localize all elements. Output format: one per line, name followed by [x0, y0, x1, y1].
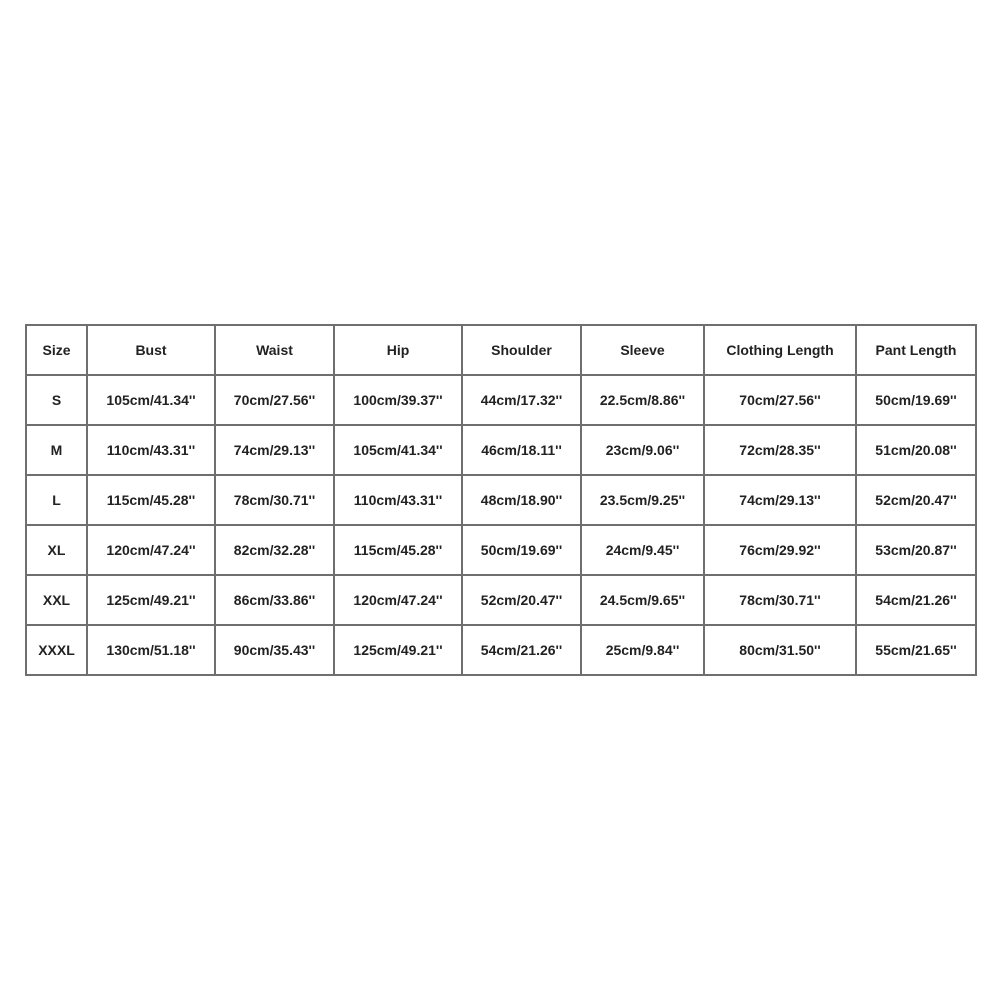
shoulder-cell: 52cm/20.47'' [462, 575, 581, 625]
table-row [26, 375, 976, 425]
size-cell: XXL [26, 575, 87, 625]
bust-cell: 110cm/43.31'' [87, 425, 215, 475]
pant-length-cell: 50cm/19.69'' [856, 375, 976, 425]
table-row [26, 425, 976, 475]
bust-cell: 115cm/45.28'' [87, 475, 215, 525]
clothing-length-cell: 78cm/30.71'' [704, 575, 856, 625]
bust-cell: 130cm/51.18'' [87, 625, 215, 675]
shoulder-cell: 50cm/19.69'' [462, 525, 581, 575]
shoulder-cell: 54cm/21.26'' [462, 625, 581, 675]
hip-cell: 105cm/41.34'' [334, 425, 462, 475]
pant-length-cell: 52cm/20.47'' [856, 475, 976, 525]
bust-cell: 125cm/49.21'' [87, 575, 215, 625]
pant-length-cell: 55cm/21.65'' [856, 625, 976, 675]
size-cell: S [26, 375, 87, 425]
pant-length-cell: 54cm/21.26'' [856, 575, 976, 625]
bust-cell: 120cm/47.24'' [87, 525, 215, 575]
clothing-length-cell: 72cm/28.35'' [704, 425, 856, 475]
waist-cell: 82cm/32.28'' [215, 525, 334, 575]
sleeve-cell: 24.5cm/9.65'' [581, 575, 704, 625]
shoulder-cell: 44cm/17.32'' [462, 375, 581, 425]
size-cell: M [26, 425, 87, 475]
clothing-length-cell: 80cm/31.50'' [704, 625, 856, 675]
header-sleeve: Sleeve [581, 325, 704, 375]
header-hip: Hip [334, 325, 462, 375]
size-cell: XL [26, 525, 87, 575]
hip-cell: 125cm/49.21'' [334, 625, 462, 675]
size-cell: XXXL [26, 625, 87, 675]
header-row [26, 325, 976, 375]
header-size: Size [26, 325, 87, 375]
hip-cell: 120cm/47.24'' [334, 575, 462, 625]
shoulder-cell: 48cm/18.90'' [462, 475, 581, 525]
pant-length-cell: 51cm/20.08'' [856, 425, 976, 475]
waist-cell: 74cm/29.13'' [215, 425, 334, 475]
table-row [26, 525, 976, 575]
hip-cell: 100cm/39.37'' [334, 375, 462, 425]
waist-cell: 86cm/33.86'' [215, 575, 334, 625]
header-pant-length: Pant Length [856, 325, 976, 375]
bust-cell: 105cm/41.34'' [87, 375, 215, 425]
waist-cell: 70cm/27.56'' [215, 375, 334, 425]
size-chart-table [25, 324, 977, 676]
clothing-length-cell: 70cm/27.56'' [704, 375, 856, 425]
header-clothing-length: Clothing Length [704, 325, 856, 375]
pant-length-cell: 53cm/20.87'' [856, 525, 976, 575]
clothing-length-cell: 76cm/29.92'' [704, 525, 856, 575]
sleeve-cell: 25cm/9.84'' [581, 625, 704, 675]
size-cell: L [26, 475, 87, 525]
sleeve-cell: 22.5cm/8.86'' [581, 375, 704, 425]
table-row [26, 625, 976, 675]
table-row [26, 575, 976, 625]
table-row [26, 475, 976, 525]
clothing-length-cell: 74cm/29.13'' [704, 475, 856, 525]
hip-cell: 110cm/43.31'' [334, 475, 462, 525]
header-bust: Bust [87, 325, 215, 375]
waist-cell: 78cm/30.71'' [215, 475, 334, 525]
header-waist: Waist [215, 325, 334, 375]
waist-cell: 90cm/35.43'' [215, 625, 334, 675]
sleeve-cell: 23.5cm/9.25'' [581, 475, 704, 525]
sleeve-cell: 23cm/9.06'' [581, 425, 704, 475]
shoulder-cell: 46cm/18.11'' [462, 425, 581, 475]
hip-cell: 115cm/45.28'' [334, 525, 462, 575]
sleeve-cell: 24cm/9.45'' [581, 525, 704, 575]
header-shoulder: Shoulder [462, 325, 581, 375]
